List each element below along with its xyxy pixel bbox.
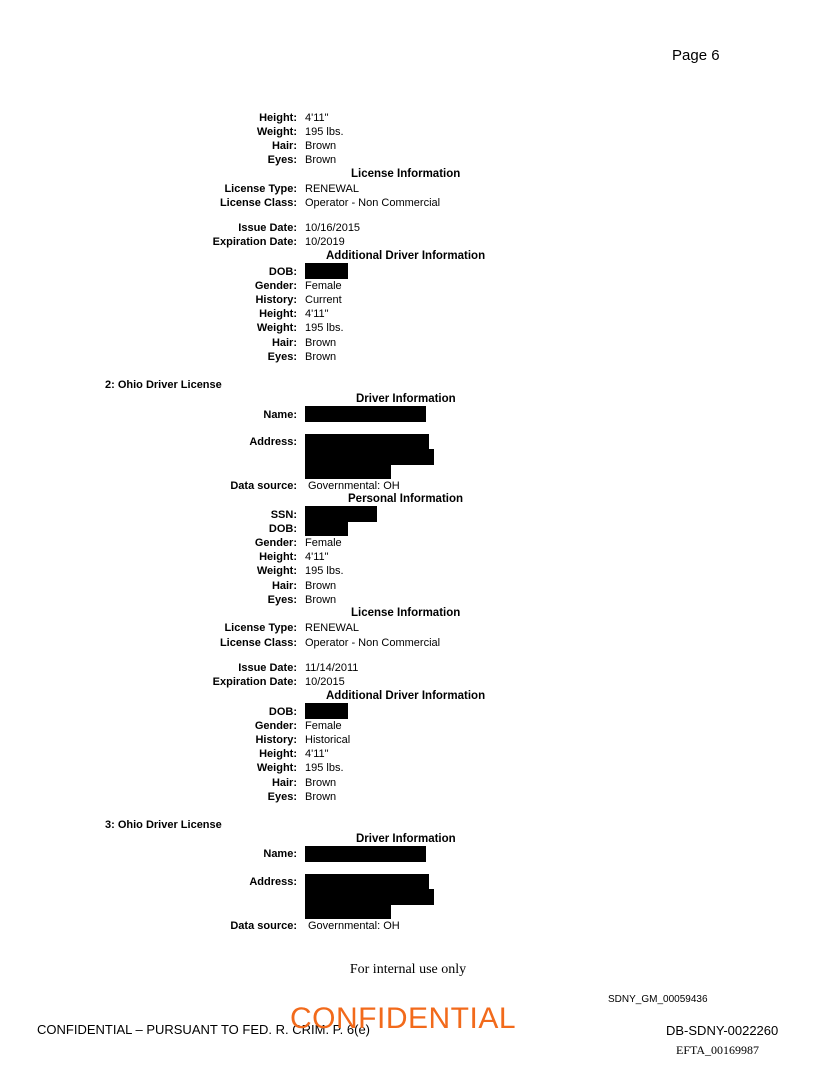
redaction-box <box>305 874 429 890</box>
additional-driver-info-header: Additional Driver Information <box>326 250 486 262</box>
eyes-label: Eyes: <box>267 154 297 166</box>
expiration-date-value: 10/2015 <box>305 676 345 688</box>
redaction-box <box>305 703 348 719</box>
issue-date-label: Issue Date: <box>238 222 297 234</box>
dob-label: DOB: <box>268 706 297 718</box>
personal-info-header: Personal Information <box>348 493 464 505</box>
driver-info-header: Driver Information <box>356 833 456 845</box>
height-label: Height: <box>259 748 297 760</box>
height-value: 4'11" <box>305 112 329 124</box>
name-label: Name: <box>263 409 297 421</box>
redaction-box <box>305 449 434 465</box>
redaction-box <box>305 521 348 536</box>
additional-driver-info-header: Additional Driver Information <box>326 690 486 702</box>
weight-value: 195 lbs. <box>305 565 344 577</box>
record-title: 3: Ohio Driver License <box>105 819 222 831</box>
hair-value: Brown <box>305 140 337 152</box>
eyes-value: Brown <box>305 154 337 166</box>
license-class-value: Operator - Non Commercial <box>305 197 441 209</box>
issue-date-label: Issue Date: <box>238 662 297 674</box>
ssn-label: SSN: <box>270 509 297 521</box>
issue-date-value: 11/14/2011 <box>305 662 359 674</box>
weight-label: Weight: <box>256 762 297 774</box>
gender-label: Gender: <box>254 720 297 732</box>
expiration-date-label: Expiration Date: <box>212 236 297 248</box>
height-label: Height: <box>259 112 297 124</box>
hair-label: Hair: <box>271 580 297 592</box>
gender-value: Female <box>305 720 342 732</box>
name-label: Name: <box>263 848 297 860</box>
hair-label: Hair: <box>271 140 297 152</box>
weight-value: 195 lbs. <box>305 762 344 774</box>
weight-label: Weight: <box>256 126 297 138</box>
data-source-value: Governmental: OH <box>308 480 400 492</box>
data-source-value: Governmental: OH <box>308 920 400 932</box>
eyes-label: Eyes: <box>267 594 297 606</box>
gender-label: Gender: <box>254 280 297 292</box>
bates-number-small: SDNY_GM_00059436 <box>608 994 708 1005</box>
height-label: Height: <box>259 308 297 320</box>
dob-label: DOB: <box>268 523 297 535</box>
license-type-label: License Type: <box>224 183 297 195</box>
hair-label: Hair: <box>271 337 297 349</box>
eyes-label: Eyes: <box>267 351 297 363</box>
license-type-label: License Type: <box>224 622 297 634</box>
redaction-box <box>305 506 377 522</box>
efta-number: EFTA_00169987 <box>676 1043 760 1057</box>
gender-value: Female <box>305 280 342 292</box>
redaction-box <box>305 904 391 919</box>
data-source-label: Data source: <box>230 480 297 492</box>
weight-label: Weight: <box>256 565 297 577</box>
license-type-value: RENEWAL <box>305 183 359 195</box>
issue-date-value: 10/16/2015 <box>305 222 361 234</box>
height-value: 4'11" <box>305 308 329 320</box>
eyes-value: Brown <box>305 351 337 363</box>
weight-label: Weight: <box>256 322 297 334</box>
data-source-label: Data source: <box>230 920 297 932</box>
dob-label: DOB: <box>268 266 297 278</box>
driver-info-header: Driver Information <box>356 393 456 405</box>
eyes-value: Brown <box>305 594 337 606</box>
hair-value: Brown <box>305 580 337 592</box>
hair-value: Brown <box>305 337 337 349</box>
redaction-box <box>305 889 434 905</box>
license-class-label: License Class: <box>219 637 297 649</box>
weight-value: 195 lbs. <box>305 126 344 138</box>
eyes-value: Brown <box>305 791 337 803</box>
record-title: 2: Ohio Driver License <box>105 379 222 391</box>
history-label: History: <box>255 294 297 306</box>
height-label: Height: <box>259 551 297 563</box>
confidential-notice: CONFIDENTIAL – PURSUANT TO FED. R. CRIM. P. 6(e) <box>37 1022 371 1037</box>
license-class-value: Operator - Non Commercial <box>305 637 441 649</box>
expiration-date-label: Expiration Date: <box>212 676 297 688</box>
history-label: History: <box>255 734 297 746</box>
hair-label: Hair: <box>271 777 297 789</box>
hair-value: Brown <box>305 777 337 789</box>
address-label: Address: <box>249 436 297 448</box>
eyes-label: Eyes: <box>267 791 297 803</box>
redaction-box <box>305 263 348 279</box>
address-label: Address: <box>249 876 297 888</box>
redaction-box <box>305 434 429 450</box>
weight-value: 195 lbs. <box>305 322 344 334</box>
license-class-label: License Class: <box>219 197 297 209</box>
height-value: 4'11" <box>305 748 329 760</box>
height-value: 4'11" <box>305 551 329 563</box>
gender-label: Gender: <box>254 537 297 549</box>
redaction-box <box>305 846 426 862</box>
bates-number: DB-SDNY-0022260 <box>666 1023 779 1038</box>
expiration-date-value: 10/2019 <box>305 236 345 248</box>
redaction-box <box>305 406 426 422</box>
internal-use-notice: For internal use only <box>349 962 467 977</box>
license-info-header: License Information <box>351 607 461 619</box>
page-number: Page 6 <box>672 47 720 64</box>
confidential-stamp: CONFIDENTIAL <box>290 1002 517 1035</box>
redaction-box <box>305 464 391 479</box>
history-value: Historical <box>305 734 351 746</box>
license-type-value: RENEWAL <box>305 622 359 634</box>
license-info-header: License Information <box>351 168 461 180</box>
history-value: Current <box>305 294 342 306</box>
gender-value: Female <box>305 537 342 549</box>
